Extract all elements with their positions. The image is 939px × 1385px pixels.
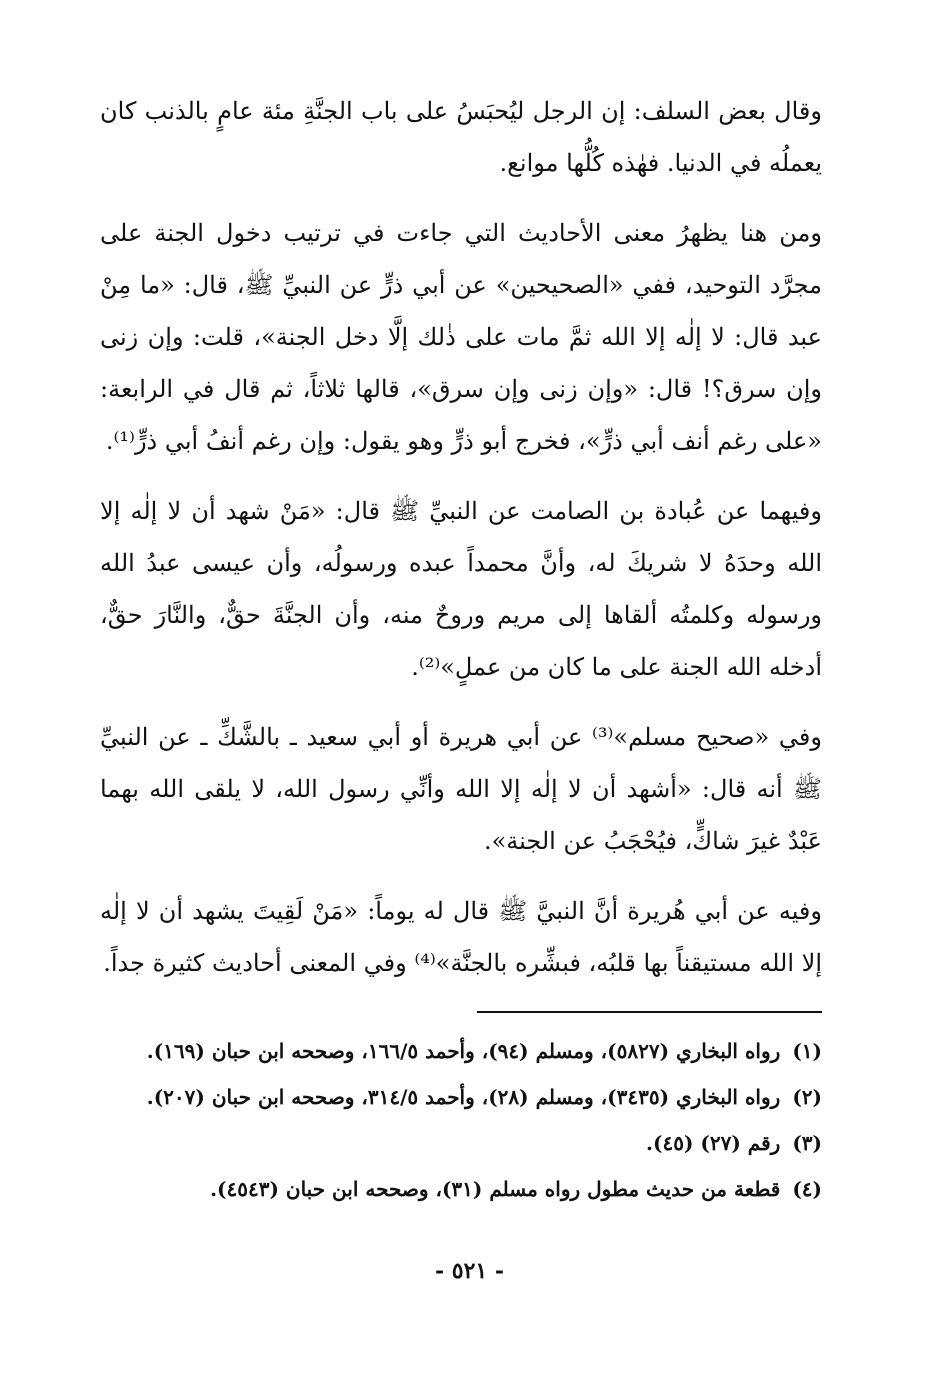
footnote-4	[100, 1167, 822, 1211]
paragraph-salaf-quote: وقال بعض السلف: إن الرجل ليُحبَسُ على باب الجنَّةِ مئة عامٍ بالذنب كان يعملُه في الدنيا. فهٰذه كُلُّها موانع.	[100, 97, 822, 177]
footnote-2	[100, 1075, 822, 1119]
footnote-text: قطعة من حديث مطول رواه مسلم (٣١)، وصححه ابن حبان (٤٥٤٣).	[210, 1177, 781, 1201]
footnote-number: (٣)	[792, 1131, 822, 1155]
footnote-number: (٢)	[792, 1085, 822, 1109]
paragraph-abu-dharr-hadith: ومن هنا يظهرُ معنى الأحاديث التي جاءت في ترتيب دخول الجنة على مجرَّد التوحيد، ففي «الصحيحين» عن أبي ذرٍّ عن النبيِّ ﷺ، قال: «ما مِنْ عبد قال: لا إلٰه إلا الله ثمَّ مات على ذٰلك إلَّا دخل الجنة»، قلت: وإن زنى وإن سرق؟! قال: «وإن زنى وإن سرق»، قالها ثلاثاً، ثم قال في الرابعة: «على رغم أنف أبي ذرٍّ»، فخرج أبو ذرٍّ وهو يقول: وإن رغم أنفُ أبي ذرٍّ⁽¹⁾.	[100, 219, 822, 455]
footnote-text: رواه البخاري (٣٤٣٥)، ومسلم (٢٨)، وأحمد ٣١٤/٥، وصححه ابن حبان (٢٠٧).	[146, 1085, 781, 1109]
paragraph-abu-hurayra-hadith: وفيه عن أبي هُريرة أنَّ النبيَّ ﷺ قال له يوماً: «مَنْ لَقِيتَ يشهد أن لا إلٰه إلا الله مستيقناً بها قلبُه، فبشِّره بالجنَّة»⁽⁴⁾ وفي المعنى أحاديث كثيرة جداً.	[100, 897, 822, 977]
footnotes	[100, 1029, 822, 1211]
footnote-1	[100, 1029, 822, 1073]
page-number: - ٥٢١ -	[434, 1258, 505, 1284]
footnote-number: (٤)	[792, 1177, 822, 1201]
footnotes-divider	[477, 1011, 822, 1013]
paragraph-sahih-muslim-hadith: وفي «صحيح مسلم»⁽³⁾ عن أبي هريرة أو أبي سعيد ـ بالشَّكِّ ـ عن النبيِّ ﷺ أنه قال: «أشهد أن لا إلٰه إلا الله وأنِّي رسول الله، لا يلقى الله بهما عَبْدٌ غيرَ شاكٍّ، فيُحْجَبُ عن الجنة».	[100, 723, 822, 855]
footnote-text: رقم (٢٧) (٤٥).	[646, 1131, 781, 1155]
paragraph-ubada-hadith: وفيهما عن عُبادة بن الصامت عن النبيِّ ﷺ قال: «مَنْ شهد أن لا إلٰه إلا الله وحدَهُ لا شريكَ له، وأنَّ محمداً عبده ورسولُه، وأن عيسى عبدُ الله ورسوله وكلمتُه ألقاها إلى مريم وروحٌ منه، وأن الجنَّةَ حقٌّ، والنَّارَ حقٌّ، أدخله الله الجنة على ما كان من عملٍ»⁽²⁾.	[100, 497, 822, 681]
footnote-text: رواه البخاري (٥٨٢٧)، ومسلم (٩٤)، وأحمد ١٦٦/٥، وصححه ابن حبان (١٦٩).	[146, 1039, 781, 1063]
footnote-number: (١)	[792, 1039, 822, 1063]
footnote-3	[100, 1121, 822, 1165]
book-page	[100, 80, 822, 1305]
